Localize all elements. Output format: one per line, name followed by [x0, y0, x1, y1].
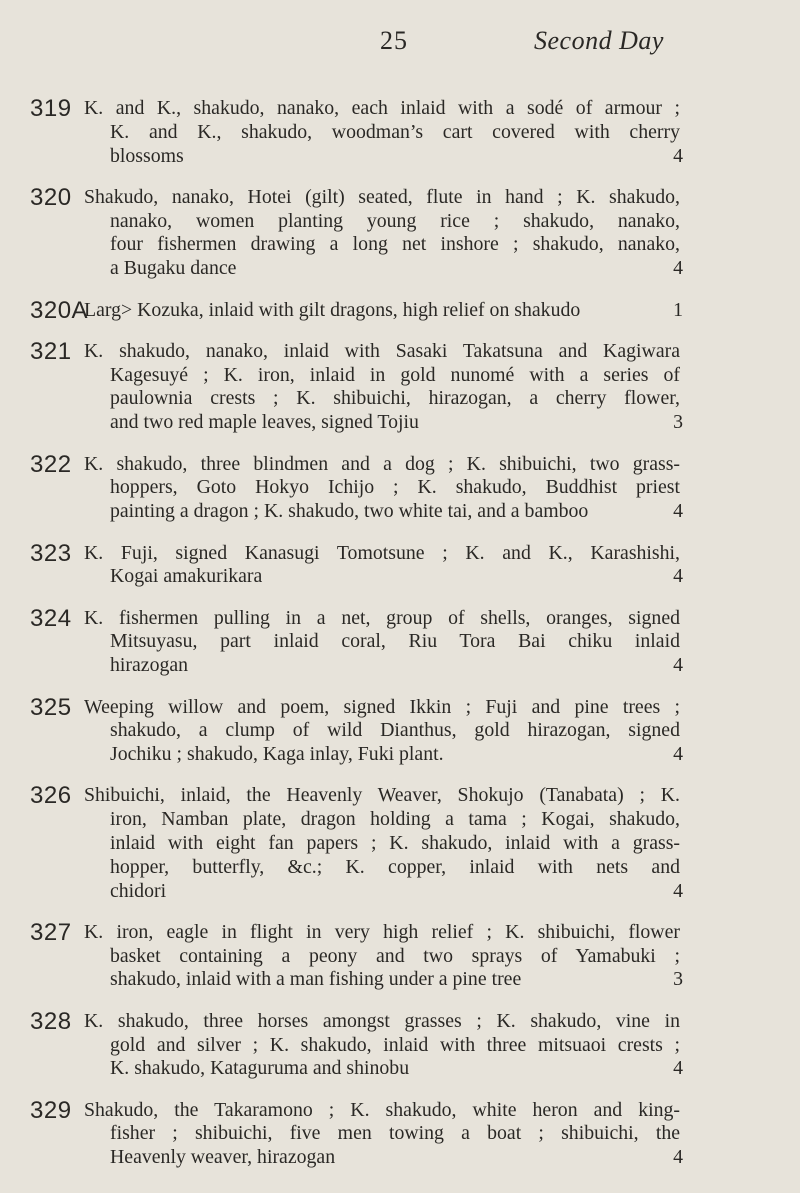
description-text: blossoms	[110, 144, 184, 167]
lot-quantity: 3	[673, 968, 683, 991]
lot-quantity: 4	[673, 879, 683, 902]
description-text: shakudo, inlaid with a man fishing under a pine tree	[110, 968, 522, 991]
description-line: K. shakudo, three horses amongst grasses ; K. shakudo, vine in	[84, 1009, 680, 1032]
description-text: hirazogan	[110, 654, 189, 677]
lot-number: 326	[30, 782, 72, 810]
description-line	[110, 411, 683, 435]
description-line: nanako, women planting young rice ; shakudo, nanako,	[110, 209, 680, 232]
description-text: painting a dragon ; K. shakudo, two white tai, and a bamboo	[110, 500, 589, 523]
lot-quantity: 4	[673, 654, 683, 677]
description-line	[110, 879, 683, 904]
description-line: basket containing a peony and two sprays of Yamabuki ;	[110, 944, 680, 967]
page-number: 25	[380, 26, 408, 55]
lot-quantity: 4	[673, 144, 683, 167]
lot-description	[84, 920, 683, 992]
description-text: Jochiku ; shakudo, Kaga inlay, Fuki plant.	[110, 743, 444, 766]
description-line	[110, 968, 683, 992]
description-line: K. and K., shakudo, woodman’s cart covered with cherry	[110, 120, 680, 143]
lot-quantity: 4	[673, 565, 683, 588]
lot-number: 323	[30, 539, 72, 567]
description-line: paulownia crests ; K. shibuichi, hirazogan, a cherry flower,	[110, 387, 680, 410]
lot-quantity: 3	[673, 411, 683, 434]
lot-description	[84, 452, 683, 524]
description-line: K. shakudo, three blindmen and a dog ; K. shibuichi, two grass-	[84, 452, 680, 475]
description-line: K. fishermen pulling in a net, group of shells, oranges, signed	[84, 606, 680, 629]
description-line	[110, 144, 683, 169]
description-text: chidori	[110, 879, 167, 902]
description-text: and two red maple leaves, signed Tojiu	[110, 411, 419, 434]
description-line: iron, Namban plate, dragon holding a tama ; Kogai, shakudo,	[110, 808, 680, 831]
description-line	[110, 565, 683, 589]
lot-description	[84, 1098, 683, 1170]
lot-description	[84, 606, 683, 678]
description-line: K. Fuji, signed Kanasugi Tomotsune ; K. and K., Karashishi,	[84, 541, 680, 564]
description-line: Weeping willow and poem, signed Ikkin ; Fuji and pine trees ;	[84, 695, 680, 718]
page-header	[0, 26, 800, 66]
lot-quantity: 4	[673, 257, 683, 280]
lot-number: 320A	[30, 296, 89, 324]
description-text: Kogai amakurikara	[110, 565, 263, 588]
lot-number: 319	[30, 95, 72, 122]
description-line: K. shakudo, nanako, inlaid with Sasaki Takatsuna and Kagiwara	[84, 339, 680, 362]
lot-description	[84, 298, 683, 323]
lot-number: 321	[30, 337, 72, 365]
lot-quantity: 4	[673, 500, 683, 523]
description-line	[110, 500, 683, 524]
description-line	[110, 257, 683, 281]
description-line: K. iron, eagle in flight in very high relief ; K. shibuichi, flower	[84, 920, 680, 943]
description-line	[110, 743, 683, 767]
description-line	[110, 1057, 683, 1081]
description-text: K. shakudo, Kataguruma and shinobu	[110, 1057, 410, 1080]
description-line: shakudo, a clump of wild Dianthus, gold hirazogan, signed	[110, 719, 680, 742]
lot-description	[84, 695, 683, 767]
description-line: Shakudo, nanako, Hotei (gilt) seated, flute in hand ; K. shakudo,	[84, 185, 680, 208]
lot-number: 327	[30, 918, 72, 946]
description-line	[110, 1146, 683, 1170]
lot-number: 328	[30, 1007, 72, 1035]
description-line: hoppers, Goto Hokyo Ichijo ; K. shakudo, Buddhist priest	[110, 476, 680, 499]
description-line: gold and silver ; K. shakudo, inlaid with three mitsuaoi crests ;	[110, 1033, 680, 1056]
lot-number: 325	[30, 693, 72, 721]
lot-description	[84, 541, 683, 590]
lot-number: 322	[30, 450, 72, 478]
lot-quantity: 4	[673, 1057, 683, 1080]
description-text: a Bugaku dance	[110, 257, 237, 280]
description-line: four fishermen drawing a long net inshore ; shakudo, nanako,	[110, 233, 680, 256]
description-line: inlaid with eight fan papers ; K. shakudo, inlaid with a grass-	[110, 831, 680, 854]
description-line: fisher ; shibuichi, five men towing a boat ; shibuichi, the	[110, 1122, 680, 1145]
description-line	[110, 654, 683, 678]
lot-quantity: 1	[673, 298, 683, 321]
lot-description	[84, 1009, 683, 1081]
description-line	[84, 298, 683, 323]
lot-quantity: 4	[673, 743, 683, 766]
description-line: Shibuichi, inlaid, the Heavenly Weaver, Shokujo (Tanabata) ; K.	[84, 784, 680, 807]
lot-number: 329	[30, 1096, 72, 1124]
description-line: K. and K., shakudo, nanako, each inlaid with a sodé of armour ;	[84, 97, 680, 119]
description-line: Mitsuyasu, part inlaid coral, Riu Tora Bai chiku inlaid	[110, 630, 680, 653]
description-text: Larg> Kozuka, inlaid with gilt dragons, high relief on shakudo	[84, 298, 581, 321]
lot-number: 320	[30, 183, 72, 211]
lot-number: 324	[30, 604, 72, 632]
lot-description	[84, 784, 683, 903]
description-line: Kagesuyé ; K. iron, inlaid in gold nunomé with a series of	[110, 363, 680, 386]
description-line: hopper, butterfly, &c.; K. copper, inlaid with nets and	[110, 855, 680, 878]
description-line: Shakudo, the Takaramono ; K. shakudo, white heron and king-	[84, 1098, 680, 1121]
running-head: Second Day	[534, 26, 664, 55]
lot-description	[84, 339, 683, 435]
lot-description	[84, 185, 683, 281]
lot-quantity: 4	[673, 1146, 683, 1169]
description-text: Heavenly weaver, hirazogan	[110, 1146, 336, 1169]
lot-description	[84, 97, 683, 168]
